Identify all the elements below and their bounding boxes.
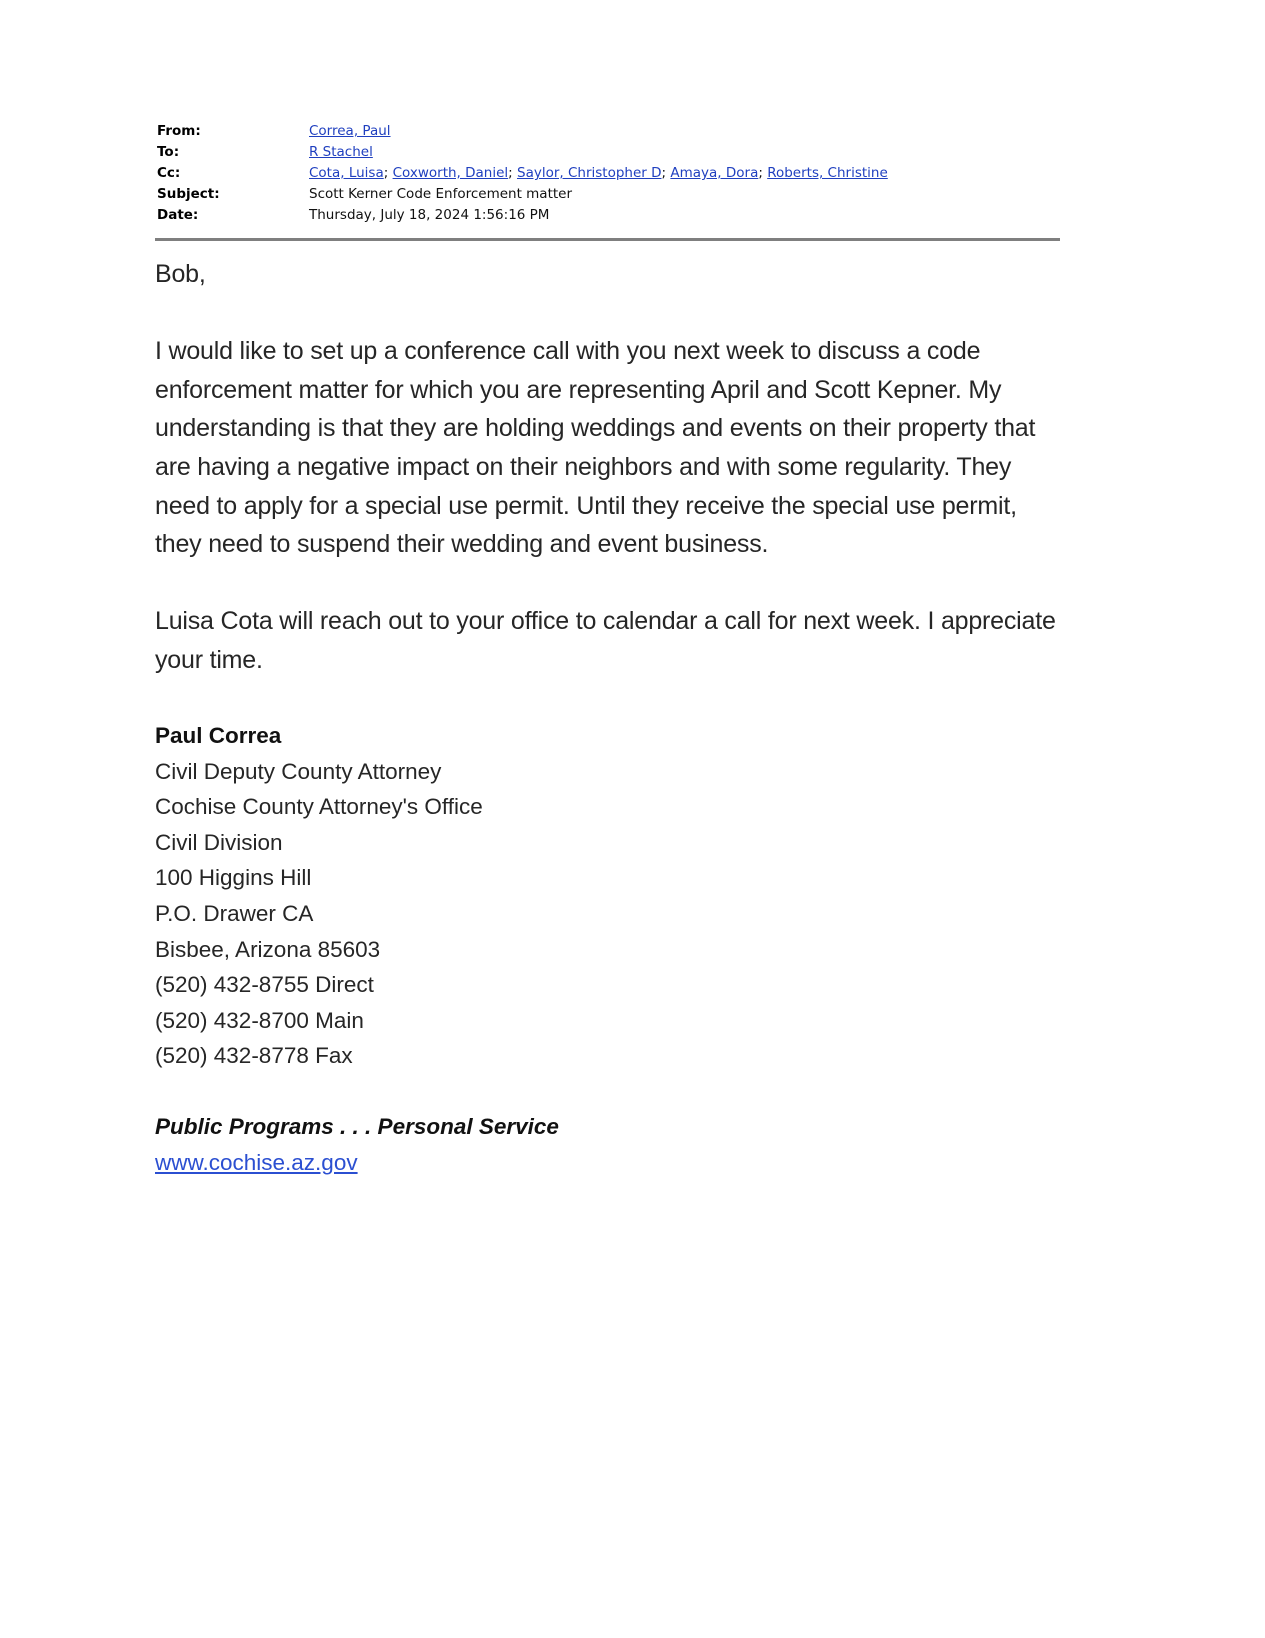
signature-block xyxy=(155,718,559,1180)
to-link[interactable]: R Stachel xyxy=(309,144,373,160)
body-paragraph-1: I would like to set up a conference call with you next week to discuss a code enforcement matter for which you are representing April and Scott Kepner. My understanding is that they are holding weddings and events on their property that are having a negative impact on their neighbors and with some regularity. They need to apply for a special use permit. Until they receive the special use permit, they need to suspend their wedding and event business. xyxy=(155,337,1036,559)
subject-value: Scott Kerner Code Enforcement matter xyxy=(309,186,573,202)
from-row xyxy=(157,121,1060,142)
signature-street: 100 Higgins Hill xyxy=(155,865,312,891)
from-label: From: xyxy=(157,123,201,139)
signature-office: Cochise County Attorney's Office xyxy=(155,794,483,820)
subject-label: Subject: xyxy=(157,186,220,202)
signature-po-box: P.O. Drawer CA xyxy=(155,900,314,926)
from-link[interactable]: Correa, Paul xyxy=(309,123,391,139)
signature-phone-main: (520) 432-8700 Main xyxy=(155,1007,364,1033)
date-row xyxy=(157,205,1060,226)
date-label: Date: xyxy=(157,207,199,223)
signature-phone-direct: (520) 432-8755 Direct xyxy=(155,972,374,998)
signature-tagline: Public Programs . . . Personal Service xyxy=(155,1113,559,1139)
cc-separator: ; xyxy=(758,165,768,181)
date-value: Thursday, July 18, 2024 1:56:16 PM xyxy=(309,207,550,223)
header-divider xyxy=(155,238,1060,241)
body-paragraph-2: Luisa Cota will reach out to your office to calendar a call for next week. I appreciate your time. xyxy=(155,607,1056,674)
cc-link-saylor[interactable]: Saylor, Christopher D xyxy=(517,165,662,181)
cc-link-cota[interactable]: Cota, Luisa xyxy=(309,165,384,181)
cc-label: Cc: xyxy=(157,165,181,181)
signature-title: Civil Deputy County Attorney xyxy=(155,758,442,784)
signature-city: Bisbee, Arizona 85603 xyxy=(155,936,381,962)
to-row xyxy=(157,142,1060,163)
signature-name: Paul Correa xyxy=(155,723,282,748)
cc-separator: ; xyxy=(661,165,671,181)
greeting: Bob, xyxy=(155,260,206,288)
email-header xyxy=(157,121,1060,226)
cc-link-amaya[interactable]: Amaya, Dora xyxy=(670,165,759,181)
email-body xyxy=(155,255,1060,718)
cc-link-coxworth[interactable]: Coxworth, Daniel xyxy=(392,165,509,181)
cc-link-roberts[interactable]: Roberts, Christine xyxy=(767,165,888,181)
subject-row xyxy=(157,184,1060,205)
to-label: To: xyxy=(157,144,180,160)
cc-separator: ; xyxy=(383,165,393,181)
website-link[interactable]: www.cochise.az.gov xyxy=(155,1149,358,1175)
signature-fax: (520) 432-8778 Fax xyxy=(155,1043,353,1069)
cc-separator: ; xyxy=(508,165,517,181)
signature-division: Civil Division xyxy=(155,829,283,855)
cc-row xyxy=(157,163,1060,184)
